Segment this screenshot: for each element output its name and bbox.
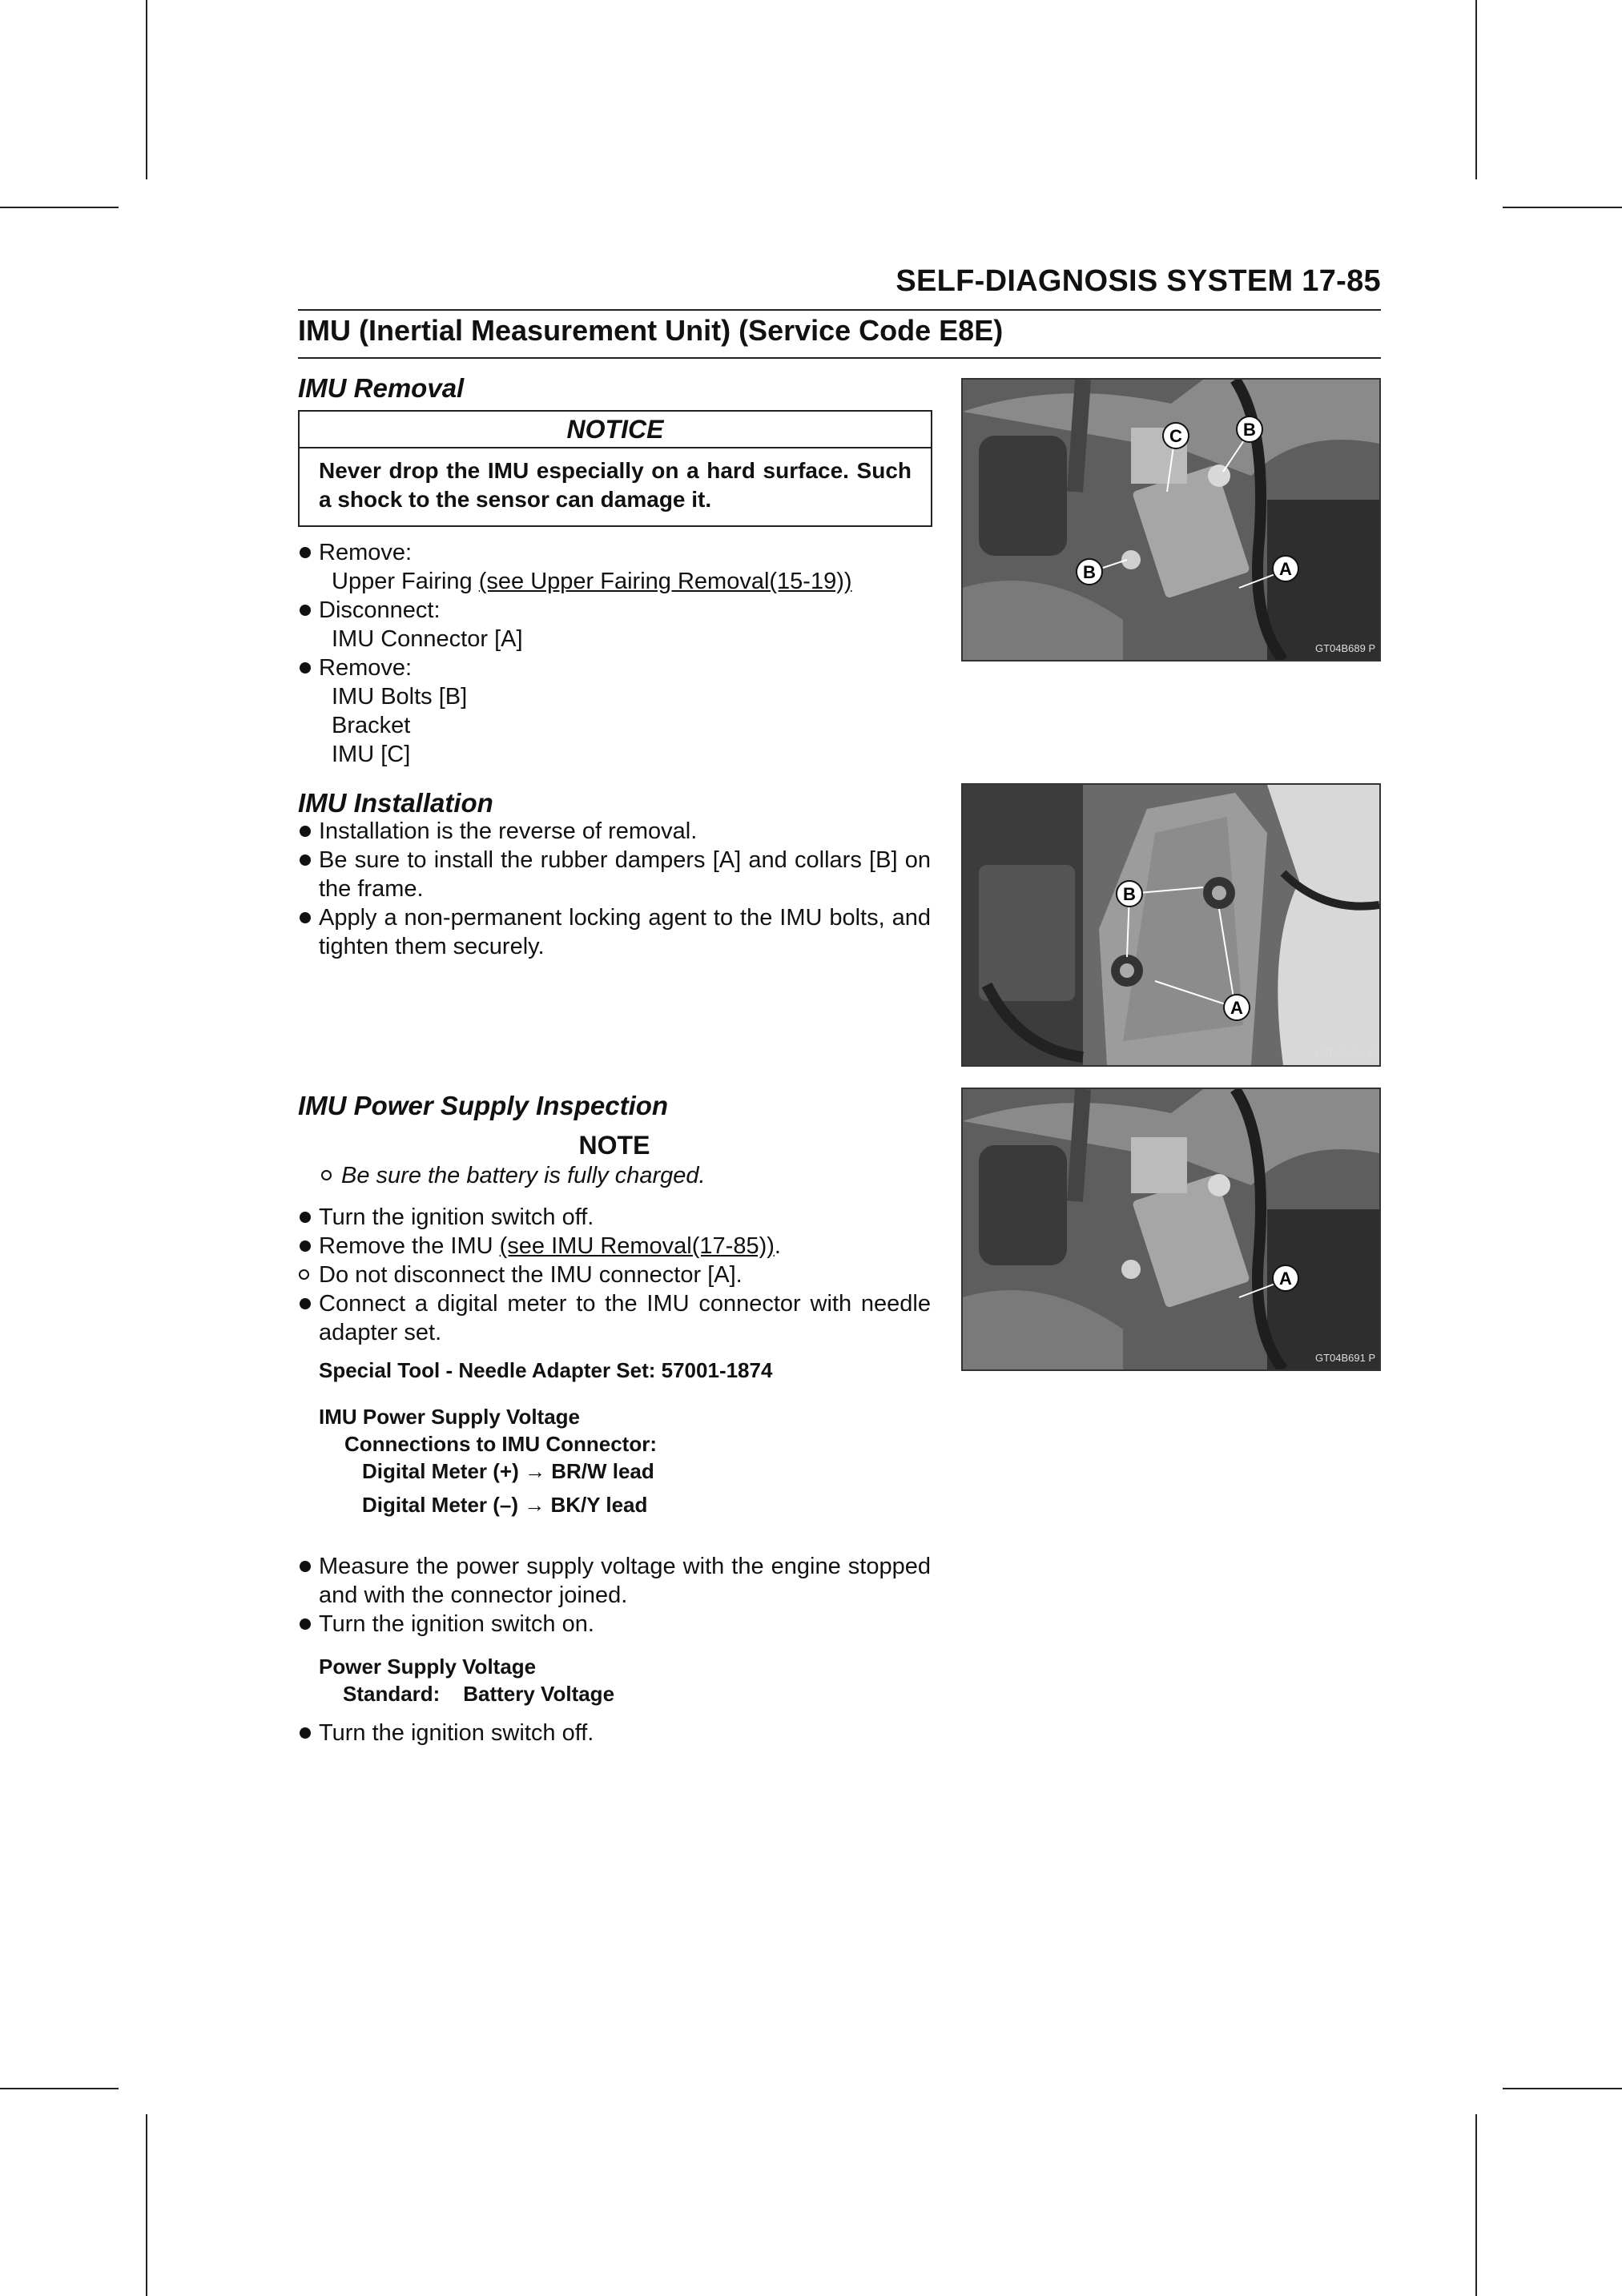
removal-step-1-item [298, 567, 931, 596]
crop-mark-top-left-h [0, 207, 119, 208]
running-title: SELF-DIAGNOSIS SYSTEM 17-85 [896, 264, 1381, 298]
power-step-3: Connect a digital meter to the IMU connector with needle adapter set. [298, 1289, 931, 1347]
connection-1: Digital Meter (+) → BR/W lead [362, 1459, 654, 1483]
removal-step-3-item-3: IMU [C] [332, 742, 411, 767]
power-supply-steps-2 [298, 1552, 931, 1639]
svg-text:B: B [1083, 562, 1096, 582]
power-supply-heading: IMU Power Supply Inspection [298, 1091, 669, 1120]
upper-fairing-removal-link[interactable]: (see Upper Fairing Removal(15-19)) [478, 569, 852, 594]
connections-title: Connections to IMU Connector: [344, 1432, 657, 1456]
removal-step-1: Remove: [298, 538, 931, 567]
note-title: NOTE [578, 1131, 650, 1160]
power-supply-spec [319, 1653, 952, 1707]
svg-text:A: A [1279, 1269, 1292, 1289]
callout-b-upper [1237, 416, 1262, 442]
imu-removal-link[interactable]: (see IMU Removal(17-85)) [499, 1233, 775, 1259]
removal-step-2: Disconnect: [298, 596, 931, 625]
power-step-2: Remove the IMU (see IMU Removal(17-85)). [298, 1232, 931, 1261]
imu-power-supply-photo [961, 1088, 1381, 1371]
installation-step-3: Apply a non-permanent locking agent to the IMU bolts, and tighten them securely. [298, 903, 931, 961]
crop-mark-top-right-h [1503, 207, 1622, 208]
note-text: Be sure the battery is fully charged. [320, 1161, 929, 1190]
svg-text:C: C [1169, 426, 1182, 446]
svg-text:B: B [1123, 884, 1136, 904]
callout-a [1273, 1265, 1298, 1291]
notice-title: NOTICE [300, 412, 931, 448]
installation-heading: IMU Installation [298, 788, 493, 818]
removal-step-2-item: IMU Connector [A] [332, 626, 523, 652]
removal-step-1-item-text: Upper Fairing [332, 569, 479, 594]
power-supply-steps [298, 1203, 931, 1347]
crop-mark-bottom-left-v [146, 2114, 147, 2296]
section-title: IMU (Inertial Measurement Unit) (Service Code E8E) [298, 314, 1004, 347]
callout-a [1224, 995, 1250, 1020]
spec-standard: Standard: Battery Voltage [343, 1682, 615, 1706]
voltage-spec-block [319, 1403, 952, 1518]
imu-removal-photo [961, 378, 1381, 661]
power-step-4: Measure the power supply voltage with the engine stopped and with the connector joined. [298, 1552, 931, 1610]
crop-mark-bottom-right-h [1503, 2088, 1622, 2089]
removal-steps [298, 538, 931, 769]
removal-step-3: Remove: [298, 653, 931, 682]
power-sub-step: Do not disconnect the IMU connector [A]. [298, 1261, 931, 1289]
removal-step-3-item-2: Bracket [332, 713, 411, 738]
spec-title: Power Supply Voltage [319, 1655, 537, 1679]
voltage-title: IMU Power Supply Voltage [319, 1405, 581, 1429]
crop-mark-bottom-left-h [0, 2088, 119, 2089]
installation-step-1: Installation is the reverse of removal. [298, 817, 931, 846]
power-supply-steps-3 [298, 1719, 931, 1747]
installation-step-2: Be sure to install the rubber dampers [A] and collars [B] on the frame. [298, 846, 931, 903]
removal-heading: IMU Removal [298, 373, 465, 403]
power-step-5: Turn the ignition switch on. [298, 1610, 931, 1639]
notice-box [298, 410, 932, 527]
callout-a [1273, 556, 1298, 581]
photo-code: GT04B689 P [1315, 642, 1376, 654]
photo-code: GT04B691 P [1315, 1352, 1376, 1364]
header-rule [298, 309, 1381, 311]
note-body [320, 1161, 929, 1190]
notice-text: Never drop the IMU especially on a hard surface. Such a shock to the sensor can damage it. [319, 458, 912, 512]
photo-code: GT04B690 P [1315, 1047, 1376, 1060]
svg-text:A: A [1230, 998, 1243, 1018]
callout-b [1117, 881, 1142, 907]
section-rule [298, 357, 1381, 359]
power-step-1: Turn the ignition switch off. [298, 1203, 931, 1232]
special-tool: Special Tool - Needle Adapter Set: 57001-1874 [319, 1358, 773, 1382]
callout-b-lower [1077, 559, 1102, 585]
removal-step-3-item-1: IMU Bolts [B] [332, 684, 468, 710]
callout-c [1163, 423, 1189, 448]
crop-mark-bottom-right-v [1475, 2114, 1477, 2296]
svg-text:B: B [1243, 420, 1256, 440]
connection-2: Digital Meter (–) → BK/Y lead [362, 1493, 648, 1517]
installation-steps [298, 817, 931, 961]
crop-mark-top-left-v [146, 0, 147, 179]
power-step-6: Turn the ignition switch off. [298, 1719, 931, 1747]
imu-installation-photo [961, 783, 1381, 1067]
crop-mark-top-right-v [1475, 0, 1477, 179]
svg-text:A: A [1279, 559, 1292, 579]
